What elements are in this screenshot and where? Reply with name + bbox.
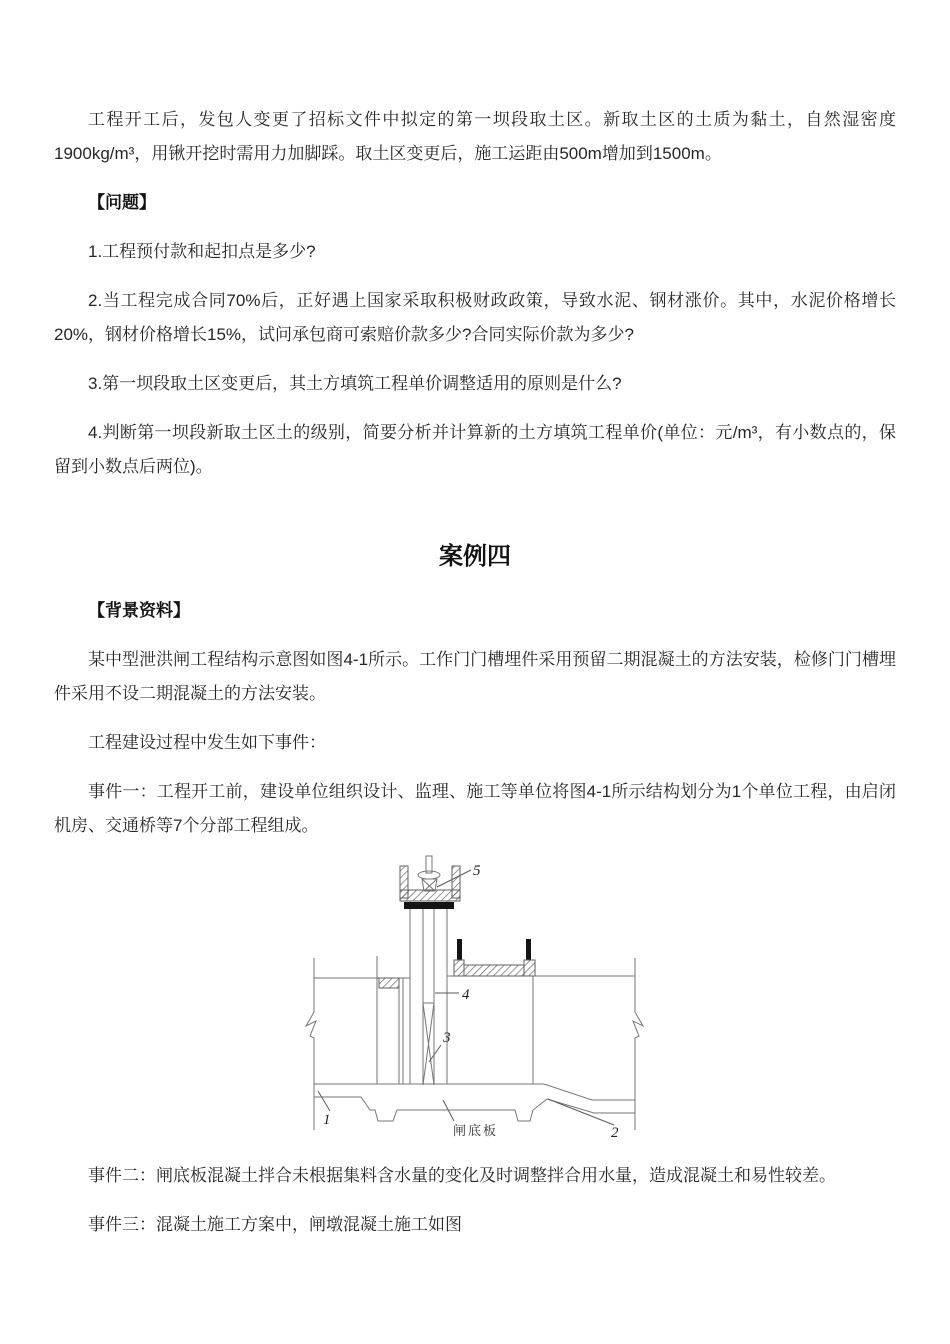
- slot-embedded-part: [379, 978, 399, 988]
- gate-shaft-cap-band: [404, 902, 454, 909]
- label-slab: 闸底板: [453, 1123, 499, 1138]
- question-3: 3.第一坝段取土区变更后，其土方填筑工程单价调整适用的原则是什么?: [88, 374, 622, 393]
- label-4: 4: [462, 987, 470, 1003]
- background-paragraph-1: 某中型泄洪闸工程结构示意图如图4-1所示。工作门门槽埋件采用预留二期混凝土的方法安装，检修门门槽埋件采用不设二期混凝土的方法安装。: [54, 650, 896, 703]
- question-4: 4.判断第一坝段新取土区土的级别，简要分析并计算新的土方填筑工程单价(单位：元/m³，有小数点的，保留到小数点后两位)。: [54, 423, 896, 476]
- downstream-wall: [633, 958, 643, 1130]
- upstream-wall: [306, 958, 316, 1130]
- sluice-bottom-slab: [314, 1084, 635, 1121]
- working-gate-leaf: [423, 1003, 434, 1085]
- label-2: 2: [611, 1125, 619, 1141]
- question-2: 2.当工程完成合同70%后，正好遇上国家采取积极财政政策，导致水泥、钢材涨价。其中，水泥价格增长20%，钢材价格增长15%，试问承包商可索赔价款多少?合同实际价款为多少?: [54, 291, 896, 344]
- hoist-platform-floor: [400, 890, 460, 901]
- event-3-paragraph: 事件三：混凝土施工方案中，闸墩混凝土施工如图: [88, 1215, 462, 1234]
- traffic-bridge: [454, 939, 535, 976]
- intro-paragraph: 工程开工后，发包人变更了招标文件中拟定的第一坝段取土区。新取土区的土质为黏土，自然湿密度1900kg/m³，用锹开挖时需用力加脚踩。取土区变更后，施工运距由500m增加到1500m。: [54, 110, 896, 163]
- slot-walls: [377, 956, 403, 1084]
- figure-4-1-sluice-diagram: [300, 848, 660, 1143]
- questions-heading: 【问题】: [88, 193, 156, 212]
- label-5: 5: [473, 863, 481, 879]
- background-heading: 【背景资料】: [88, 601, 190, 620]
- label-3: 3: [443, 1030, 451, 1046]
- question-1: 1.工程预付款和起扣点是多少?: [88, 242, 316, 261]
- label-1: 1: [323, 1112, 331, 1128]
- sluice-structure-drawing: [300, 848, 660, 1143]
- background-paragraph-2: 工程建设过程中发生如下事件：: [88, 733, 326, 752]
- hoist-mechanism: [418, 856, 440, 891]
- case-title: 案例四: [439, 543, 511, 570]
- event-2-paragraph: 事件二：闸底板混凝土拌合未根据集料含水量的变化及时调整拌合用水量，造成混凝土和易性较差。: [88, 1166, 836, 1185]
- gate-stem: [423, 909, 434, 1003]
- event-1-paragraph: 事件一：工程开工前，建设单位组织设计、监理、施工等单位将图4-1所示结构划分为1个单位工程，由启闭机房、交通桥等7个分部工程组成。: [54, 782, 896, 835]
